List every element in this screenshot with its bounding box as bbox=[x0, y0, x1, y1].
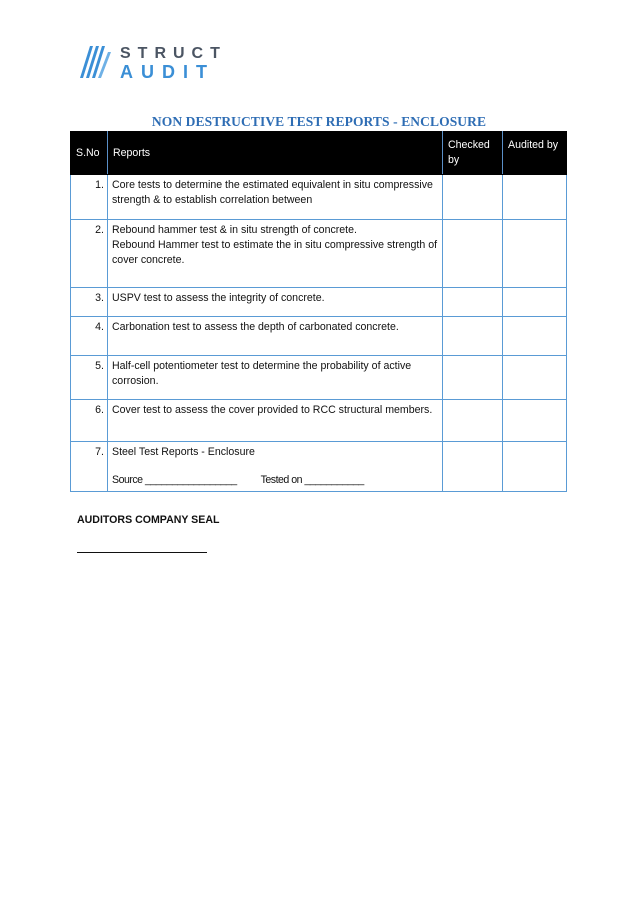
row-report-text: Cover test to assess the cover provided to RCC structural members. bbox=[108, 400, 443, 442]
row-number: 1. bbox=[71, 175, 108, 220]
logo-text-struct: STRUCT bbox=[120, 45, 227, 62]
header-audited-by: Audited by bbox=[503, 132, 567, 175]
row-number: 3. bbox=[71, 288, 108, 317]
logo-text-audit: AUDIT bbox=[120, 62, 215, 82]
audited-by-cell[interactable] bbox=[503, 400, 567, 442]
company-seal-label: AUDITORS COMPANY SEAL bbox=[77, 514, 220, 526]
row-report-text: Core tests to determine the estimated equivalent in situ compressive strength & to establish correlation between bbox=[108, 175, 443, 220]
row-number: 4. bbox=[71, 317, 108, 356]
table-row bbox=[71, 175, 567, 220]
audited-by-cell[interactable] bbox=[503, 220, 567, 288]
table-row bbox=[71, 442, 567, 492]
checked-by-cell[interactable] bbox=[443, 400, 503, 442]
checked-by-cell[interactable] bbox=[443, 356, 503, 400]
row-report-text: USPV test to assess the integrity of concrete. bbox=[108, 288, 443, 317]
row-report-text: Carbonation test to assess the depth of carbonated concrete. bbox=[108, 317, 443, 356]
document-title: NON DESTRUCTIVE TEST REPORTS - ENCLOSURE bbox=[151, 114, 487, 129]
audited-by-cell[interactable] bbox=[503, 175, 567, 220]
struct-audit-logo bbox=[80, 40, 235, 84]
row-report-text bbox=[108, 220, 443, 288]
row-report-text: Half-cell potentiometer test to determine the probability of active corrosion. bbox=[108, 356, 443, 400]
table-row bbox=[71, 356, 567, 400]
row-number: 7. bbox=[71, 442, 108, 492]
tested-on-field[interactable]: Tested on ___________ bbox=[260, 474, 364, 486]
audited-by-cell[interactable] bbox=[503, 442, 567, 492]
logo-mark-icon bbox=[80, 40, 235, 84]
table-row bbox=[71, 288, 567, 317]
row-report-line: Rebound Hammer test to estimate the in situ compressive strength of cover concrete. bbox=[112, 239, 438, 266]
row-number: 6. bbox=[71, 400, 108, 442]
header-reports: Reports bbox=[108, 132, 443, 175]
audited-by-cell[interactable] bbox=[503, 317, 567, 356]
source-field[interactable]: Source _________________ bbox=[112, 474, 237, 486]
row-number: 2. bbox=[71, 220, 108, 288]
row-number: 5. bbox=[71, 356, 108, 400]
checked-by-cell[interactable] bbox=[443, 220, 503, 288]
checked-by-cell[interactable] bbox=[443, 288, 503, 317]
seal-signature-line[interactable] bbox=[77, 552, 207, 553]
header-checked-by: Checked by bbox=[443, 132, 503, 175]
checked-by-cell[interactable] bbox=[443, 317, 503, 356]
table-row bbox=[71, 317, 567, 356]
audited-by-cell[interactable] bbox=[503, 288, 567, 317]
row-report-line: Steel Test Reports - Enclosure bbox=[112, 446, 255, 458]
audited-by-cell[interactable] bbox=[503, 356, 567, 400]
table-header-row bbox=[71, 132, 567, 175]
row-report-text bbox=[108, 442, 443, 492]
table-row bbox=[71, 400, 567, 442]
table-row bbox=[71, 220, 567, 288]
reports-table bbox=[70, 131, 567, 492]
row-report-line: Rebound hammer test & in situ strength of concrete. bbox=[112, 224, 357, 236]
checked-by-cell[interactable] bbox=[443, 442, 503, 492]
checked-by-cell[interactable] bbox=[443, 175, 503, 220]
header-sno: S.No bbox=[71, 132, 108, 175]
